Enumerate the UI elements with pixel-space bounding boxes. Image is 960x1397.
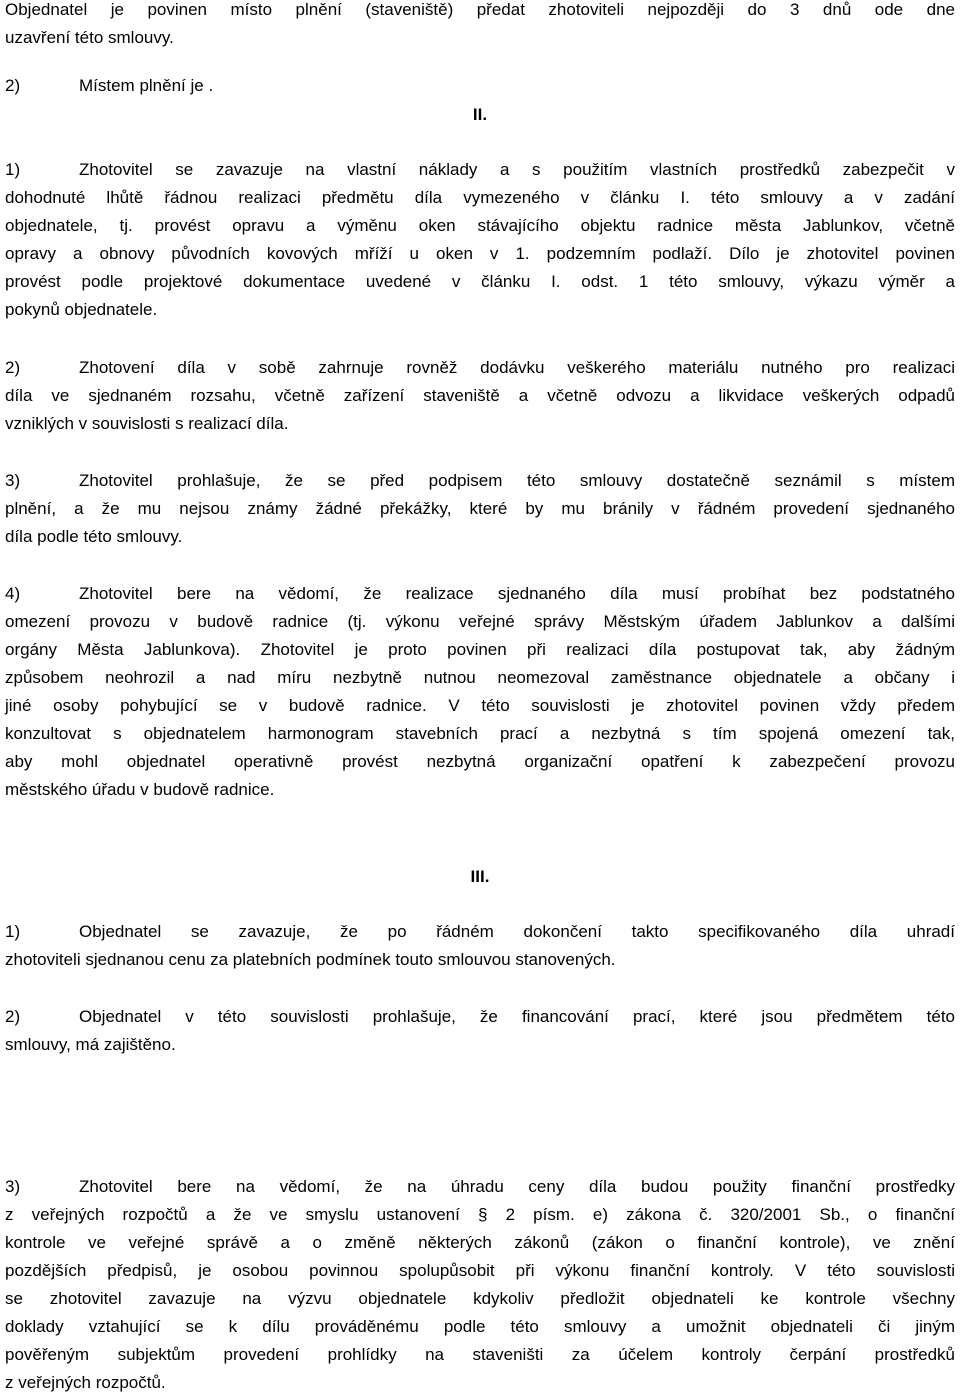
- section-heading-ii: II.: [472, 105, 488, 124]
- text-line: orgány Města Jablunkova). Zhotovitel je proto povinen při realizaci díla postupovat tak, aby žádným: [5, 640, 955, 659]
- text-line: vzniklých v souvislosti s realizací díla.: [5, 414, 289, 433]
- paragraph-text: Místem plnění je .: [79, 76, 214, 95]
- section-heading-iii: III.: [470, 867, 490, 886]
- text-line: z veřejných rozpočtů.: [5, 1373, 166, 1392]
- section-2-paragraph-2: [5, 354, 955, 438]
- paragraph-number: 4): [5, 584, 21, 603]
- text-line: díla ve sjednaném rozsahu, včetně zařízení staveniště a včetně odvozu a likvidace veškerých odpadů: [5, 386, 955, 405]
- text-line: kontrole ve veřejné správě a o změně některých zákonů (zákon o finanční kontrole), ve znění: [5, 1233, 955, 1252]
- paragraph-number: 1): [5, 922, 21, 941]
- text-line: omezení provozu v budově radnice (tj. výkonu veřejné správy Městským úřadem Jablunkov a dalšími: [5, 612, 955, 631]
- section-2-paragraph-3: [5, 467, 955, 551]
- line-text: Zhotovení díla v sobě zahrnuje rovněž dodávku veškerého materiálu nutného pro realizaci: [79, 358, 955, 377]
- text-line: se zhotovitel zavazuje na výzvu objednatele kdykoliv předložit objednateli ke kontrole všechny: [5, 1289, 955, 1308]
- text-line: [5, 1003, 955, 1031]
- section-3-paragraph-1: [5, 918, 955, 974]
- section-3-paragraph-3: [5, 1173, 955, 1397]
- text-line: způsobem neohrozil a nad míru nezbytně nutnou neomezoval zaměstnance objednatele a občany i: [5, 668, 955, 687]
- line-text: Zhotovitel prohlašuje, že se před podpisem této smlouvy dostatečně seznámil s místem: [79, 471, 955, 490]
- paragraph-2-place-of-performance: [5, 72, 955, 100]
- section-3-paragraph-2: [5, 1003, 955, 1059]
- line-text: Zhotovitel se zavazuje na vlastní náklady a s použitím vlastních prostředků zabezpečit v: [79, 160, 955, 179]
- line-text: Zhotovitel bere na vědomí, že na úhradu ceny díla budou použity finanční prostředky: [79, 1177, 955, 1196]
- text-line: díla podle této smlouvy.: [5, 527, 183, 546]
- text-line: jiné osoby pohybující se v budově radnice. V této souvislosti je zhotovitel povinen vždy předem: [5, 696, 955, 715]
- line-text: Objednatel se zavazuje, že po řádném dokončení takto specifikovaného díla uhradí: [79, 922, 955, 941]
- paragraph-number: 1): [5, 160, 21, 179]
- text-line: pozdějších předpisů, je osobou povinnou spolupůsobit při výkonu finanční kontroly. V této souvislosti: [5, 1261, 955, 1280]
- paragraph-number: 2): [5, 1007, 21, 1026]
- text-line: uzavření této smlouvy.: [5, 28, 174, 47]
- text-line: dohodnuté lhůtě řádnou realizaci předmětu díla vymezeného v článku I. této smlouvy a v zadání: [5, 188, 955, 207]
- text-line: konzultovat s objednatelem harmonogram stavebních prací a nezbytná s tím spojená omezení tak,: [5, 724, 955, 743]
- paragraph-number: 3): [5, 1177, 21, 1196]
- text-line: [5, 467, 955, 495]
- line-text: Zhotovitel bere na vědomí, že realizace sjednaného díla musí probíhat bez podstatného: [79, 584, 955, 603]
- text-line: pokynů objednatele.: [5, 300, 158, 319]
- text-line: [5, 156, 955, 184]
- paragraph-number: 2): [5, 76, 21, 95]
- paragraph-number: 3): [5, 471, 21, 490]
- text-line: doklady vztahující se k dílu prováděnému podle této smlouvy a umožnit objednateli či jiným: [5, 1317, 955, 1336]
- text-line: městského úřadu v budově radnice.: [5, 780, 275, 799]
- text-line: [5, 580, 955, 608]
- text-line: objednatele, tj. provést opravu a výměnu oken stávajícího objektu radnice města Jablunkov, včetně: [5, 216, 955, 235]
- text-line: z veřejných rozpočtů a že ve smyslu ustanovení § 2 písm. e) zákona č. 320/2001 Sb., o finanční: [5, 1205, 955, 1224]
- text-line: [5, 354, 955, 382]
- text-line: plnění, a že mu nejsou známy žádné překážky, které by mu bránily v řádném provedení sjednaného: [5, 499, 955, 518]
- paragraph-number: 2): [5, 358, 21, 377]
- text-line: pověřeným subjektům provedení prohlídky na staveništi za účelem kontroly čerpání prostředků: [5, 1345, 955, 1364]
- text-line: zhotoviteli sjednanou cenu za platebních podmínek touto smlouvou stanovených.: [5, 950, 616, 969]
- text-line: [5, 72, 955, 100]
- section-2-paragraph-1: [5, 156, 955, 324]
- text-line: smlouvy, má zajištěno.: [5, 1035, 176, 1054]
- text-line: opravy a obnovy původních kovových mříží u oken v 1. podzemním podlaží. Dílo je zhotovitel povinen: [5, 244, 955, 263]
- text-line: provést podle projektové dokumentace uvedené v článku I. odst. 1 této smlouvy, výkazu výměr a: [5, 272, 955, 291]
- text-line: [5, 1173, 955, 1201]
- line-text: Objednatel v této souvislosti prohlašuje, že financování prací, které jsou předmětem této: [79, 1007, 955, 1026]
- text-line: aby mohl objednatel operativně provést nezbytná organizační opatření k zabezpečení provozu: [5, 752, 955, 771]
- section-2-paragraph-4: [5, 580, 955, 804]
- text-line: [5, 918, 955, 946]
- intro-paragraph: [5, 0, 955, 52]
- text-line: Objednatel je povinen místo plnění (staveniště) předat zhotoviteli nejpozději do 3 dnů ode dne: [5, 0, 955, 19]
